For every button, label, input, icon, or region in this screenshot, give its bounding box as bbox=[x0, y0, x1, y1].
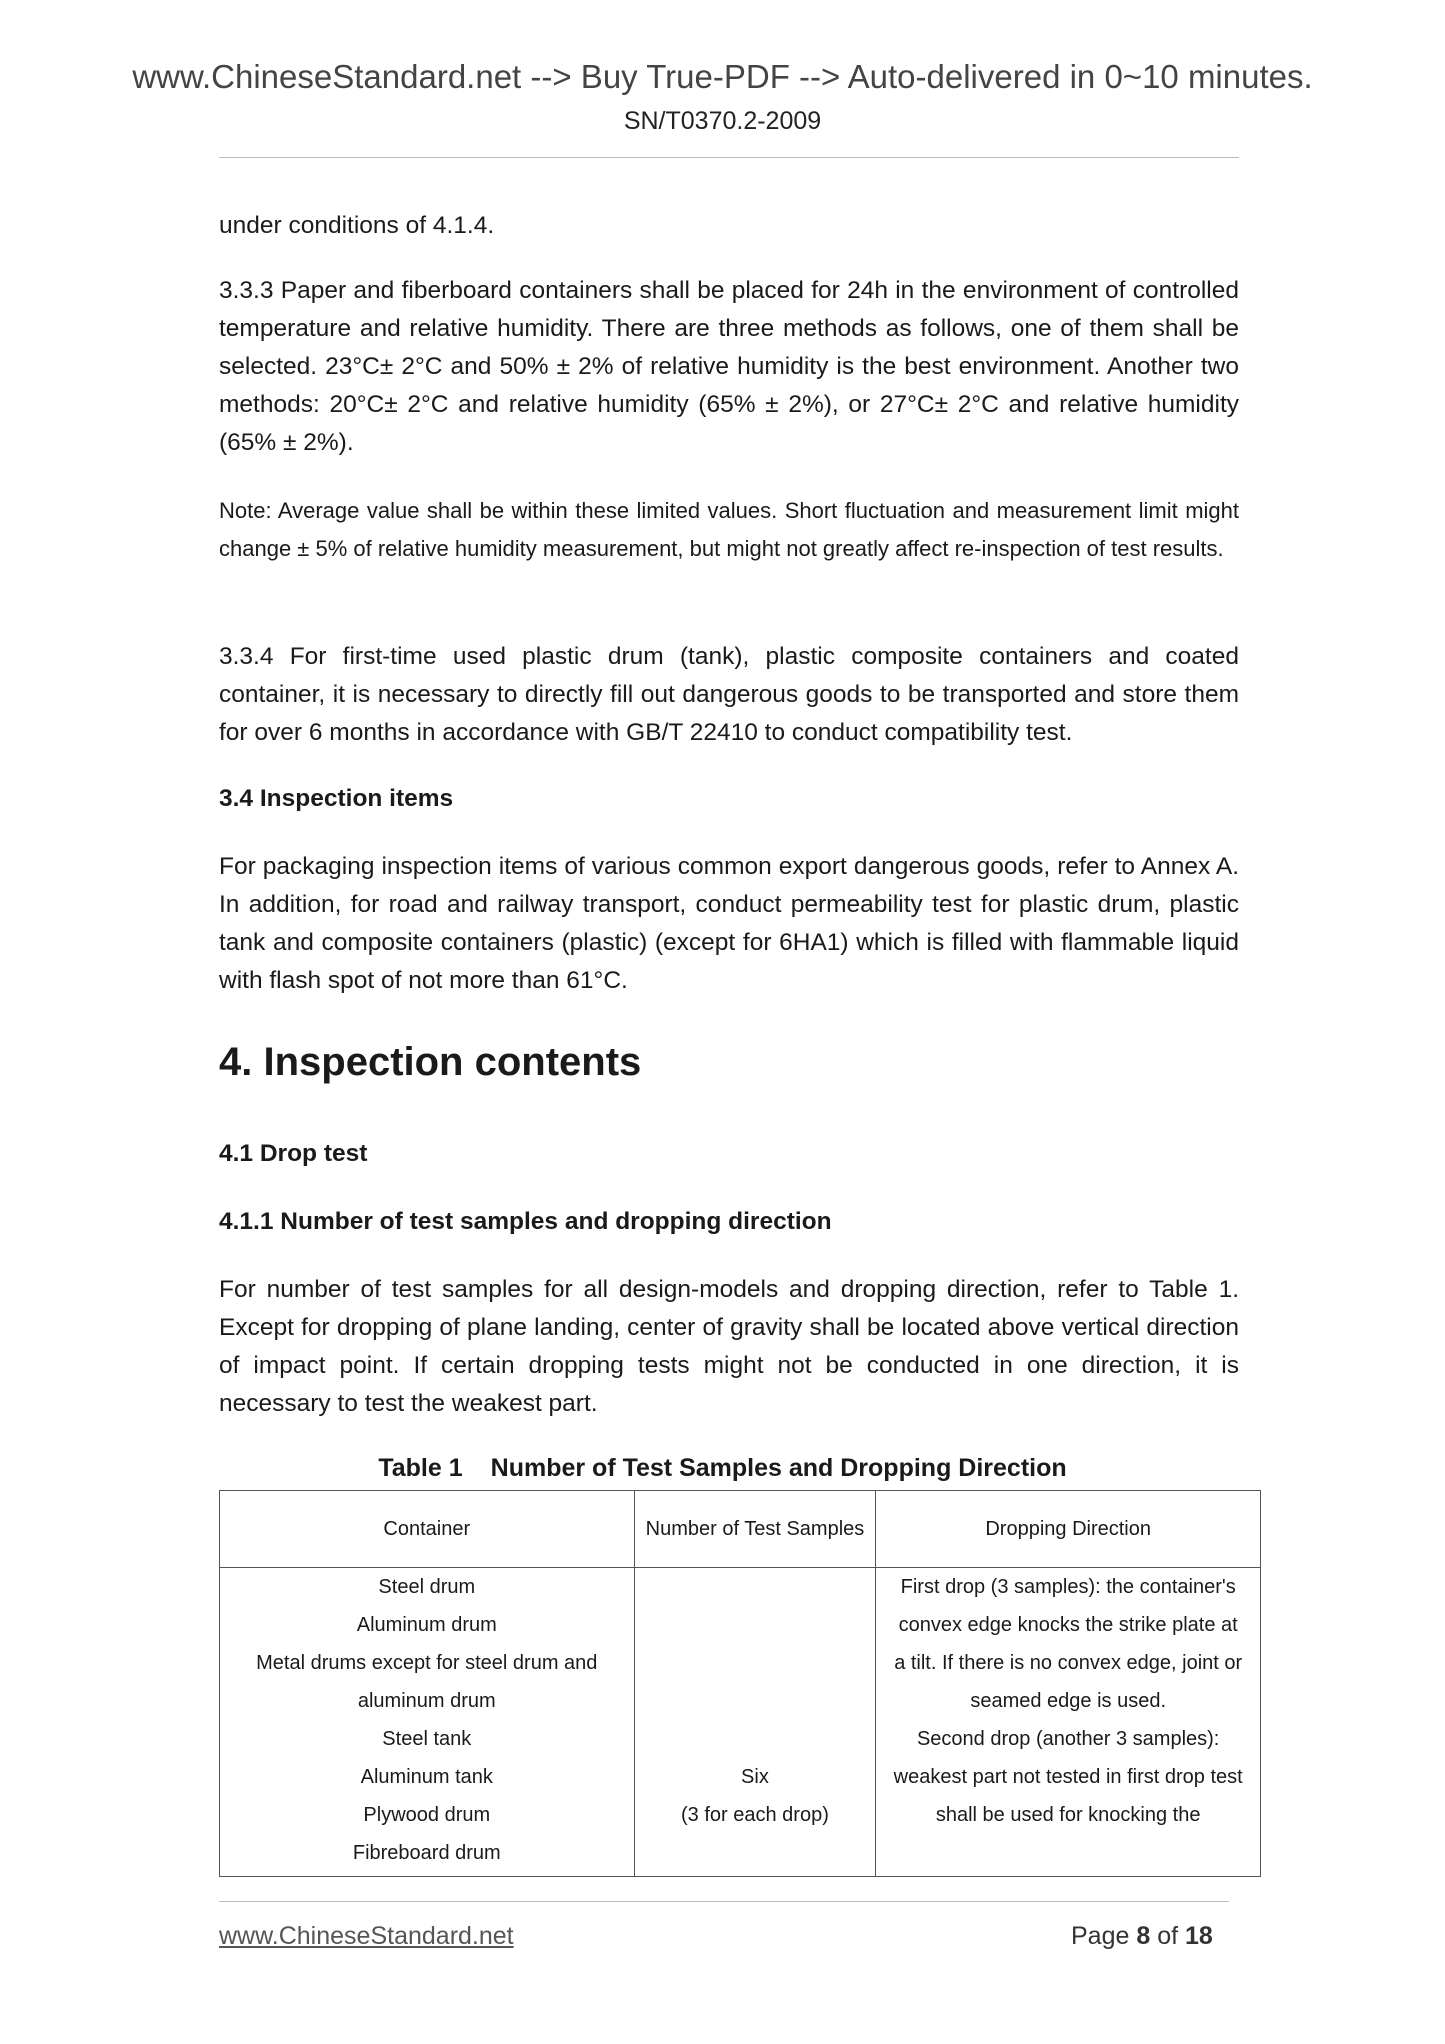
container-item: Steel drum bbox=[378, 1576, 476, 1598]
paragraph-3-4: For packaging inspection items of various common export dangerous goods, refer to Annex A. In addition, for road and railway transport, conduct permeability test for plastic drum, plastic tank and composite containers (plastic) (except for 6HA1) which is filled with flammable liquid with flash spot of not more than 61°C. bbox=[219, 853, 1239, 994]
header-direction: Dropping Direction bbox=[876, 1491, 1261, 1568]
table-caption-title: Number of Test Samples and Dropping Direction bbox=[490, 1454, 1067, 1482]
header-banner[interactable]: www.ChineseStandard.net --> Buy True-PDF --> Auto-delivered in 0~10 minutes. bbox=[132, 58, 1313, 95]
direction-second-drop: Second drop (another 3 samples): weakest part not tested in first drop test shall be used for knocking the bbox=[893, 1728, 1243, 1826]
direction-first-drop: First drop (3 samples): the container's convex edge knocks the strike plate at a tilt. If there is no convex edge, joint or seamed edge is used. bbox=[894, 1576, 1243, 1712]
direction-cell bbox=[876, 1568, 1261, 1877]
heading-4-1-1: 4.1.1 Number of test samples and dropping direction bbox=[219, 1208, 832, 1235]
heading-3-4: 3.4 Inspection items bbox=[219, 785, 454, 812]
container-item: Aluminum drum bbox=[356, 1614, 497, 1636]
samples-note: (3 for each drop) bbox=[681, 1804, 829, 1826]
footer-divider bbox=[219, 1901, 1229, 1902]
header-divider bbox=[219, 157, 1239, 158]
samples-cell bbox=[634, 1568, 876, 1877]
note-paragraph: Note: Average value shall be within these limited values. Short fluctuation and measurement limit might change ± 5% of relative humidity measurement, but might not greatly affect re-inspection of test results. bbox=[219, 498, 1239, 561]
footer-site-link[interactable]: www.ChineseStandard.net bbox=[219, 1922, 514, 1950]
page-total: 18 bbox=[1185, 1922, 1213, 1950]
container-item: Aluminum tank bbox=[360, 1766, 493, 1788]
container-item: Metal drums except for steel drum and aluminum drum bbox=[256, 1652, 598, 1712]
table-caption-number: Table 1 bbox=[378, 1454, 463, 1482]
page-prefix: Page bbox=[1071, 1922, 1130, 1950]
page-of: of bbox=[1157, 1922, 1179, 1950]
table-caption bbox=[0, 1454, 1445, 1483]
table-row bbox=[220, 1568, 1261, 1877]
container-item: Steel tank bbox=[382, 1728, 472, 1750]
header-samples: Number of Test Samples bbox=[634, 1491, 876, 1568]
heading-4-1: 4.1 Drop test bbox=[219, 1140, 368, 1167]
samples-count: Six bbox=[741, 1766, 769, 1788]
paragraph-4-1-1: For number of test samples for all design-models and dropping direction, refer to Table 1. Except for dropping of plane landing, center of gravity shall be located above vertical direction of impact point. If certain dropping tests might not be conducted in one direction, it is necessary to test the weakest part. bbox=[219, 1276, 1239, 1417]
container-item: Fibreboard drum bbox=[352, 1842, 501, 1864]
page-indicator bbox=[1071, 1922, 1213, 1951]
page-number: 8 bbox=[1136, 1922, 1151, 1950]
header-container: Container bbox=[220, 1491, 635, 1568]
drop-test-table bbox=[219, 1490, 1261, 1877]
paragraph-3-3-3: 3.3.3 Paper and fiberboard containers shall be placed for 24h in the environment of controlled temperature and relative humidity. There are three methods as follows, one of them shall be selected. 23°C± 2°C and 50% ± 2% of relative humidity is the best environment. Another two methods: 20°C± 2°C and relative humidity (65% ± 2%), or 27°C± 2°C and relative humidity (65% ± 2%). bbox=[219, 277, 1239, 456]
paragraph-3-3-4: 3.3.4 For first-time used plastic drum (tank), plastic composite containers and coated container, it is necessary to directly fill out dangerous goods to be transported and store them for over 6 months in accordance with GB/T 22410 to conduct compatibility test. bbox=[219, 643, 1239, 746]
standard-code: SN/T0370.2-2009 bbox=[623, 107, 822, 135]
paragraph-continuation: under conditions of 4.1.4. bbox=[219, 212, 495, 239]
heading-4: 4. Inspection contents bbox=[219, 1040, 642, 1084]
container-item: Plywood drum bbox=[363, 1804, 491, 1826]
container-list bbox=[220, 1568, 635, 1877]
table-header-row bbox=[220, 1491, 1261, 1568]
